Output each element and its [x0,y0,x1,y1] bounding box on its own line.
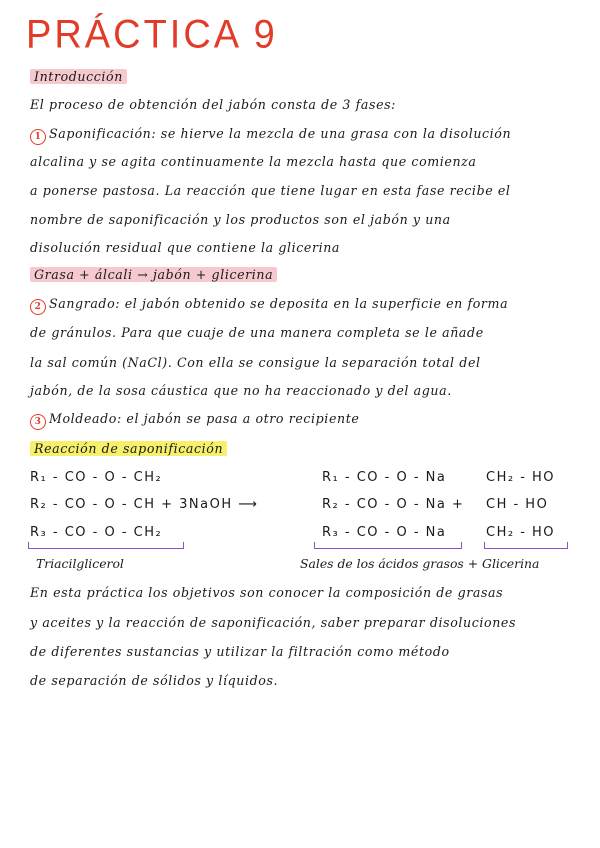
phase2-line-4: jabón, de la sosa cáustica que no ha reaccionado y del agua. [30,383,452,398]
reactant-line-3: R₃ - CO - O - CH₂ [30,525,163,540]
phase2-line-3: la sal común (NaCl). Con ella se consigue la separación total del [30,355,481,370]
intro-heading-line [30,68,580,86]
phase2-text-1: Sangrado: el jabón obtenido se deposita en la superficie en forma [49,296,509,311]
phase2-number-icon: 2 [30,299,46,315]
phase2-line-1 [30,295,580,315]
reaction-heading-line [30,440,580,458]
reaction-heading: Reacción de saponificación [30,441,227,456]
phase1-text-1: Saponificación: se hierve la mezcla de una grasa con la disolución [49,126,512,141]
phase1-line-1 [30,125,580,145]
phase1-line-5: disolución residual que contiene la glicerina [30,240,341,255]
glycerin-bracket [484,542,568,549]
objectives-line-4: de separación de sólidos y líquidos. [30,673,279,688]
equation-simple-line [30,266,580,284]
salt-line-1: R₁ - CO - O - Na [322,470,447,485]
objectives-line-2: y aceites y la reacción de saponificación, saber preparar disoluciones [30,615,517,630]
phase1-number-icon: 1 [30,129,46,145]
phase1-line-4: nombre de saponificación y los productos son el jabón y una [30,212,451,227]
salt-line-2: R₂ - CO - O - Na + [322,497,465,512]
salts-bracket [314,542,462,549]
phase2-line-2: de gránulos. Para que cuaje de una manera completa se le añade [30,325,484,340]
equation-simple: Grasa + álcali → jabón + glicerina [30,267,277,282]
glycerin-line-3: CH₂ - HO [486,525,556,540]
phase1-line-3: a ponerse pastosa. La reacción que tiene lugar en esta fase recibe el [30,183,511,198]
glycerin-line-1: CH₂ - HO [486,470,556,485]
triacylglycerol-label: Triacilglicerol [36,556,124,571]
objectives-line-1: En esta práctica los objetivos son conocer la composición de grasas [30,585,504,600]
phase3-number-icon: 3 [30,414,46,430]
glycerin-line-2: CH - HO [486,497,549,512]
intro-line: El proceso de obtención del jabón consta de 3 fases: [30,97,397,112]
triacylglycerol-bracket [28,542,184,549]
page-title: PRÁCTICA 9 [26,12,278,58]
salt-line-3: R₃ - CO - O - Na [322,525,447,540]
objectives-line-3: de diferentes sustancias y utilizar la filtración como método [30,644,450,659]
phase1-line-2: alcalina y se agita continuamente la mezcla hasta que comienza [30,154,477,169]
phase3-text: Moldeado: el jabón se pasa a otro recipiente [49,411,360,426]
reactant-line-1: R₁ - CO - O - CH₂ [30,470,163,485]
phase3-line [30,410,580,430]
intro-heading: Introducción [30,69,127,84]
reactant-line-2: R₂ - CO - O - CH + 3NaOH ⟶ [30,497,259,512]
products-label: Sales de los ácidos grasos + Glicerina [300,556,540,571]
